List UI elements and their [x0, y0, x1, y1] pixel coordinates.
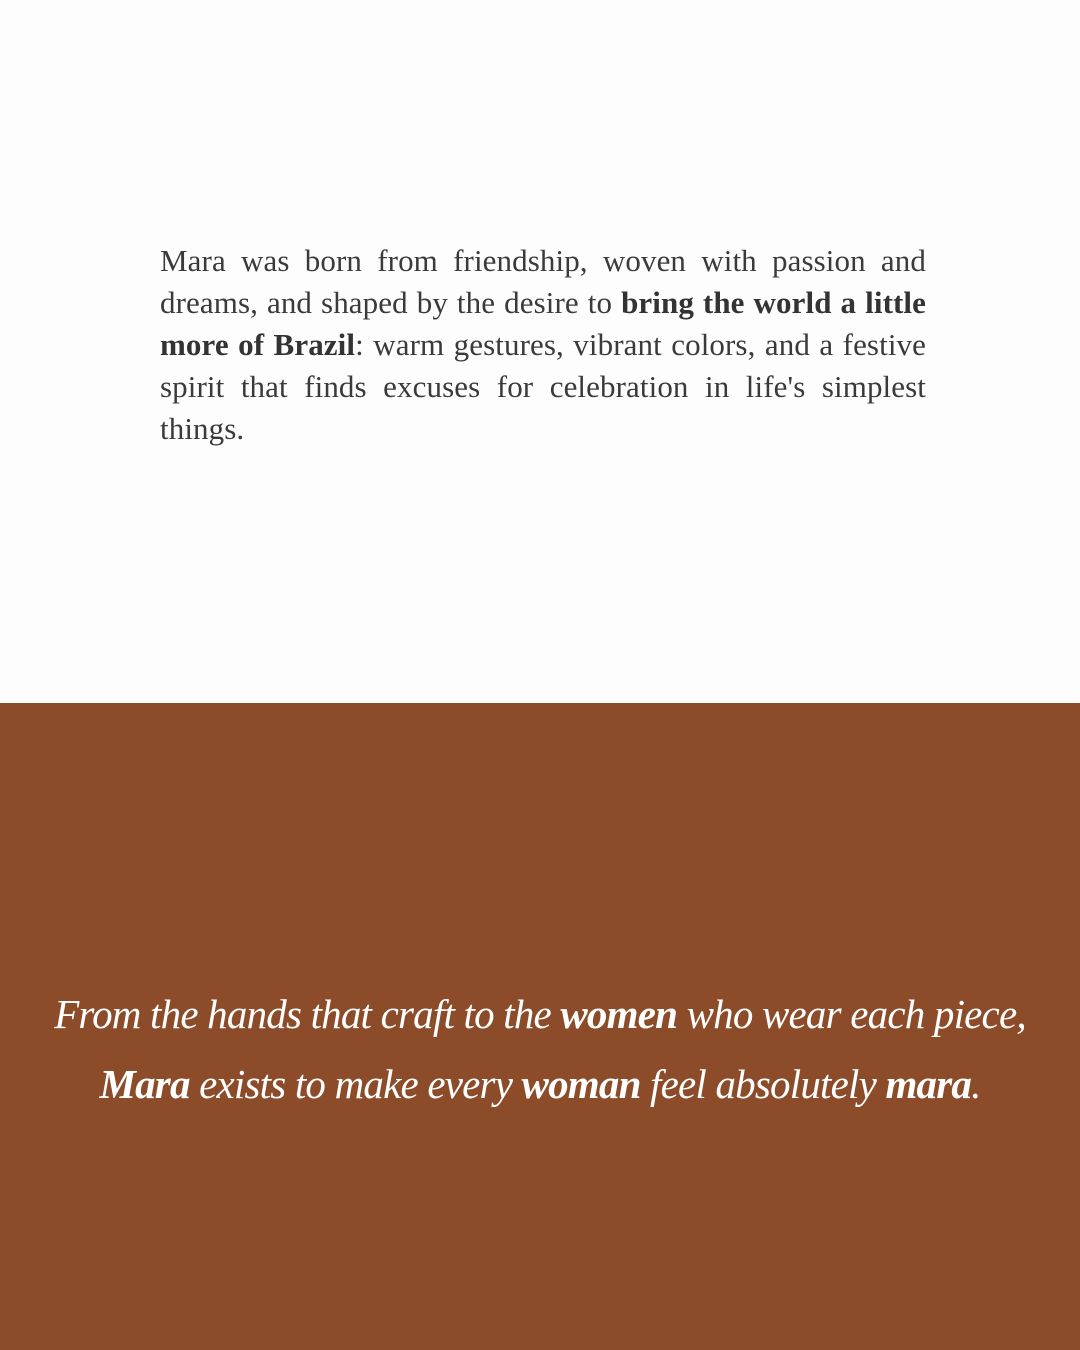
quote-text: From the hands that craft to the [54, 991, 561, 1037]
quote-text: exists to make every [189, 1061, 522, 1107]
brand-quote [0, 979, 1080, 1119]
quote-band [0, 703, 1080, 1350]
story-text-rest: : warm gestures, vibrant colors, and a festive spirit that finds excuses for celebration in life's simplest things. [160, 327, 926, 446]
quote-emphasis-women: women [560, 991, 678, 1037]
quote-period: . [971, 1061, 981, 1107]
story-paragraph [160, 240, 926, 450]
story-highlight: bring the world a little more of Brazil [160, 285, 927, 362]
quote-line-2 [0, 1049, 1080, 1119]
story-text-intro: Mara was born from friendship, woven with passion and dreams, and shaped by the desire to [160, 243, 926, 320]
quote-line-1 [0, 979, 1080, 1049]
quote-emphasis-mara-lowercase: mara [885, 1061, 972, 1107]
quote-text: feel absolutely [640, 1061, 886, 1107]
quote-emphasis-woman: woman [521, 1061, 641, 1107]
quote-emphasis-mara: Mara [99, 1061, 190, 1107]
quote-text: who wear each piece, [677, 991, 1026, 1037]
